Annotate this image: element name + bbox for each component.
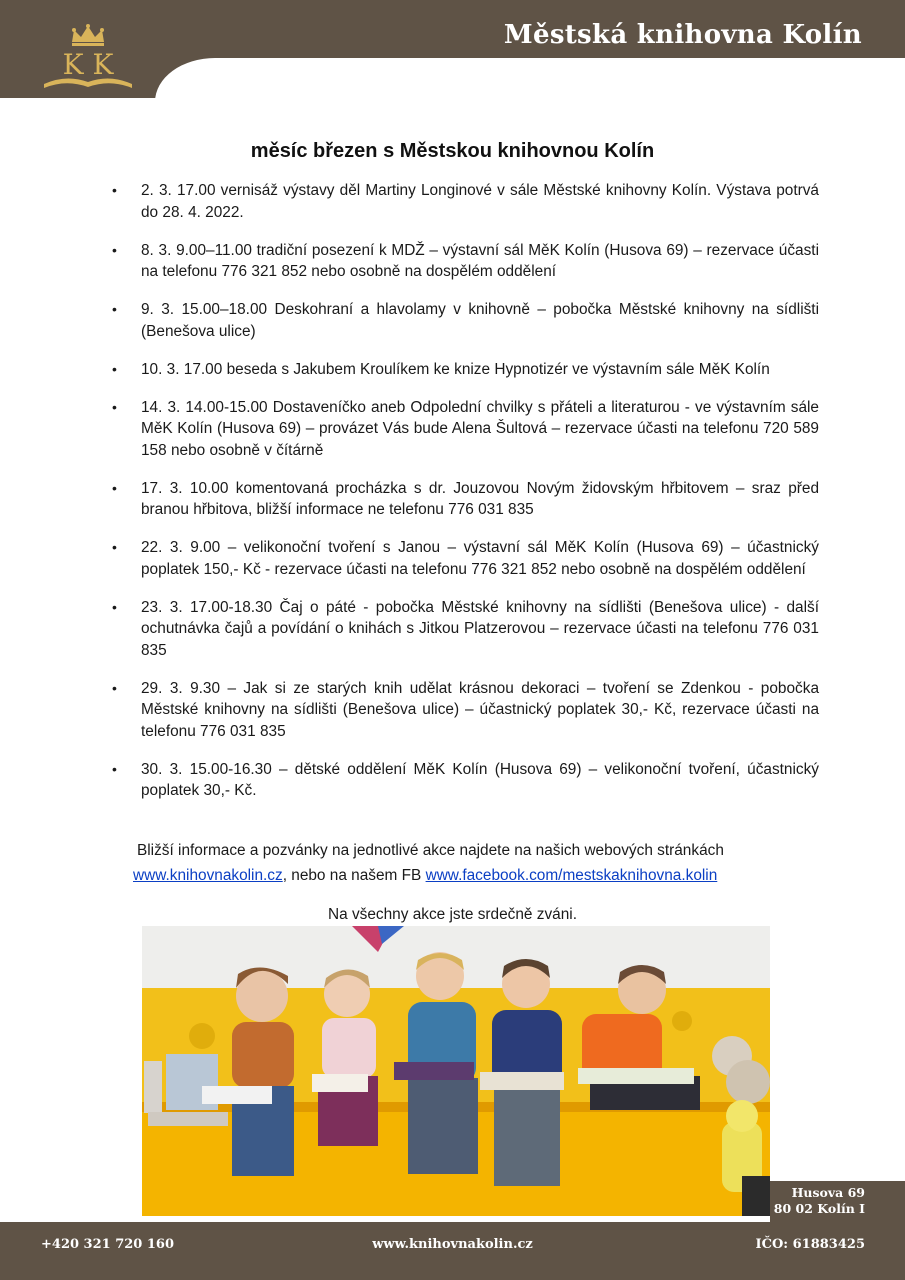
invitation-text: Na všechny akce jste srdečně zváni. <box>328 906 577 923</box>
event-item: • 2. 3. 17.00 vernisáž výstavy děl Martiny Longinové v sále Městské knihovny Kolín. Výstava potrvá do 28. 4. 2022. <box>112 180 819 223</box>
footer-bar <box>0 1222 905 1280</box>
footer-phone: +420 321 720 160 <box>41 1237 175 1252</box>
address-city: 80 02 Kolín I <box>773 1201 865 1216</box>
website-link[interactable]: www.knihovnakolin.cz <box>133 867 283 884</box>
event-list <box>112 180 819 818</box>
header-curve <box>155 58 905 138</box>
page-title: měsíc březen s Městskou knihovnou Kolín <box>250 140 655 162</box>
facebook-link[interactable]: www.facebook.com/mestskaknihovna.kolin <box>425 867 718 884</box>
logo-letters: K K <box>62 48 114 81</box>
event-item: • 10. 3. 17.00 beseda s Jakubem Kroulíkem ke knize Hypnotizér ve výstavním sále MěK Kolín <box>112 359 819 381</box>
info-text: Bližší informace a pozvánky na jednotlivé akce najdete na našich webových stránkách <box>137 842 724 859</box>
address-street: Husova 69 <box>791 1185 865 1200</box>
event-item: • 17. 3. 10.00 komentovaná procházka s dr. Jouzovou Novým židovským hřbitovem – sraz před branou hřbitova, bližší informace ne telefonu 776 031 835 <box>112 478 819 521</box>
event-item: • 9. 3. 15.00–18.00 Deskohraní a hlavolamy v knihovně – pobočka Městské knihovny na sídlišti (Benešova ulice) <box>112 299 819 342</box>
footer-website: www.knihovnakolin.cz <box>372 1237 533 1252</box>
info-text-fb: , nebo na našem FB <box>282 867 426 884</box>
event-item: • 8. 3. 9.00–11.00 tradiční posezení k MDŽ – výstavní sál MěK Kolín (Husova 69) – rezervace účasti na telefonu 776 321 852 nebo osobně na dospělém oddělení <box>112 240 819 283</box>
library-name: Městská knihovna Kolín <box>503 20 862 50</box>
footer-ico: IČO: 61883425 <box>755 1237 865 1252</box>
address-box <box>770 1181 905 1222</box>
info-paragraph <box>133 838 783 888</box>
event-item: • 30. 3. 15.00-16.30 – dětské oddělení MěK Kolín (Husova 69) – velikonoční tvoření, účastnický poplatek 30,- Kč. <box>112 759 819 802</box>
crown-book-logo-icon <box>38 22 138 90</box>
event-item: • 23. 3. 17.00-18.30 Čaj o páté - pobočka Městské knihovny na sídlišti (Benešova ulice) - další ochutnávka čajů a povídání o knihách s Jitkou Platzerovou – rezervace účasti na telefonu 776 031 835 <box>112 597 819 662</box>
children-reading-photo <box>142 926 770 1216</box>
event-item: • 14. 3. 14.00-15.00 Dostaveníčko aneb Odpolední chvilky s přáteli a literaturou - ve výstavním sále MěK Kolín (Husova 69) – provázet Vás bude Alena Šultová – rezervace účasti na telefonu 720 589 158 nebo osobně v čítárně <box>112 397 819 462</box>
event-item: • 29. 3. 9.30 – Jak si ze starých knih udělat krásnou dekoraci – tvoření se Zdenkou - pobočka Městské knihovny na sídlišti (Benešova ulice) – účastnický poplatek 30,- Kč, rezervace účasti na telefonu 776 031 835 <box>112 678 819 743</box>
event-item: • 22. 3. 9.00 – velikonoční tvoření s Janou – výstavní sál MěK Kolín (Husova 69) – účastnický poplatek 150,- Kč - rezervace účasti na telefonu 776 321 852 nebo osobně na dospělém oddělení <box>112 537 819 580</box>
